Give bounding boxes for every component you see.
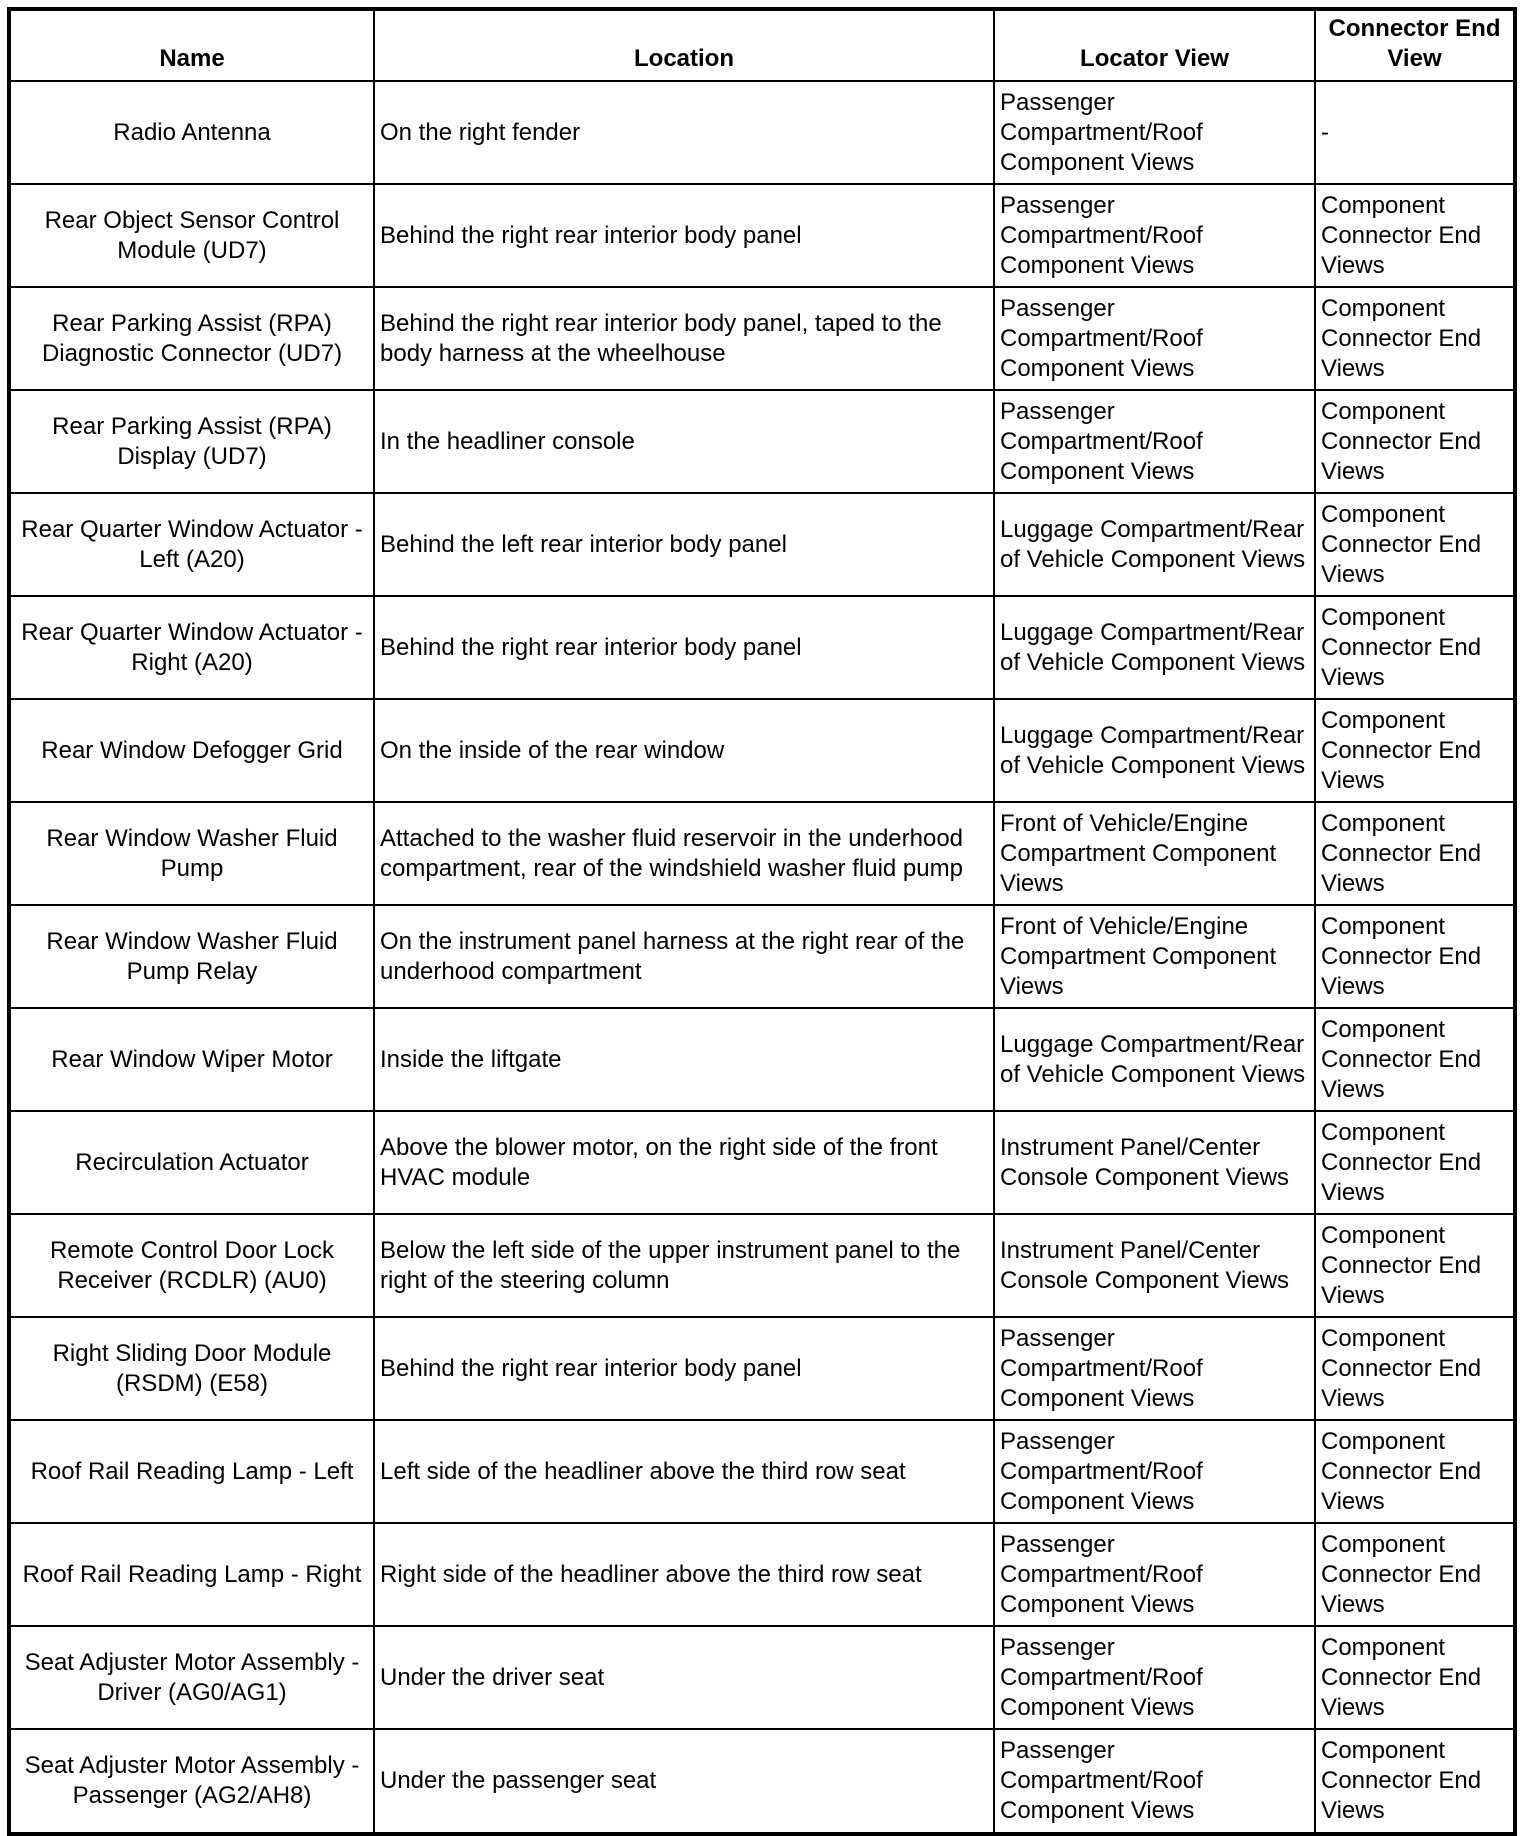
cell-location: On the instrument panel harness at the right rear of the underhood compartment xyxy=(374,905,994,1008)
cell-name: Rear Quarter Window Actuator - Left (A20) xyxy=(9,493,374,596)
table-row xyxy=(9,287,1515,390)
cell-locator-view: Passenger Compartment/Roof Component Views xyxy=(994,390,1315,493)
table-row xyxy=(9,596,1515,699)
cell-location: Right side of the headliner above the third row seat xyxy=(374,1523,994,1626)
table-row xyxy=(9,1729,1515,1834)
table-row xyxy=(9,493,1515,596)
cell-location: Attached to the washer fluid reservoir in the underhood compartment, rear of the windshield washer fluid pump xyxy=(374,802,994,905)
cell-locator-view: Passenger Compartment/Roof Component Views xyxy=(994,184,1315,287)
cell-locator-view: Luggage Compartment/Rear of Vehicle Component Views xyxy=(994,596,1315,699)
cell-location: Above the blower motor, on the right side of the front HVAC module xyxy=(374,1111,994,1214)
table-row xyxy=(9,1626,1515,1729)
cell-connector-end-view: Component Connector End Views xyxy=(1315,1420,1515,1523)
cell-connector-end-view: Component Connector End Views xyxy=(1315,1214,1515,1317)
table-row xyxy=(9,1420,1515,1523)
cell-name: Rear Window Washer Fluid Pump Relay xyxy=(9,905,374,1008)
cell-locator-view: Passenger Compartment/Roof Component Views xyxy=(994,1317,1315,1420)
cell-name: Recirculation Actuator xyxy=(9,1111,374,1214)
cell-connector-end-view: Component Connector End Views xyxy=(1315,1729,1515,1834)
component-locator-table-container xyxy=(7,7,1513,1836)
cell-location: Behind the right rear interior body panel xyxy=(374,184,994,287)
table-row xyxy=(9,905,1515,1008)
cell-locator-view: Front of Vehicle/Engine Compartment Component Views xyxy=(994,905,1315,1008)
cell-location: Under the driver seat xyxy=(374,1626,994,1729)
cell-locator-view: Instrument Panel/Center Console Component Views xyxy=(994,1111,1315,1214)
cell-connector-end-view: Component Connector End Views xyxy=(1315,493,1515,596)
cell-location: Behind the right rear interior body panel, taped to the body harness at the wheelhouse xyxy=(374,287,994,390)
table-row xyxy=(9,1111,1515,1214)
cell-name: Right Sliding Door Module (RSDM) (E58) xyxy=(9,1317,374,1420)
table-row xyxy=(9,81,1515,184)
table-row xyxy=(9,184,1515,287)
table-row xyxy=(9,1523,1515,1626)
cell-connector-end-view: Component Connector End Views xyxy=(1315,596,1515,699)
cell-name: Rear Parking Assist (RPA) Diagnostic Connector (UD7) xyxy=(9,287,374,390)
cell-name: Radio Antenna xyxy=(9,81,374,184)
cell-locator-view: Passenger Compartment/Roof Component Views xyxy=(994,1420,1315,1523)
header-connector-end-view: Connector End View xyxy=(1315,9,1515,81)
table-row xyxy=(9,1214,1515,1317)
cell-name: Roof Rail Reading Lamp - Right xyxy=(9,1523,374,1626)
cell-connector-end-view: Component Connector End Views xyxy=(1315,1008,1515,1111)
cell-connector-end-view: Component Connector End Views xyxy=(1315,1111,1515,1214)
header-name: Name xyxy=(9,9,374,81)
table-header xyxy=(9,9,1515,81)
table-row xyxy=(9,1317,1515,1420)
cell-name: Roof Rail Reading Lamp - Left xyxy=(9,1420,374,1523)
cell-name: Seat Adjuster Motor Assembly - Driver (AG0/AG1) xyxy=(9,1626,374,1729)
cell-locator-view: Passenger Compartment/Roof Component Views xyxy=(994,287,1315,390)
table-body xyxy=(9,81,1515,1834)
cell-name: Rear Window Washer Fluid Pump xyxy=(9,802,374,905)
cell-locator-view: Passenger Compartment/Roof Component Views xyxy=(994,1523,1315,1626)
cell-connector-end-view: - xyxy=(1315,81,1515,184)
cell-connector-end-view: Component Connector End Views xyxy=(1315,287,1515,390)
cell-locator-view: Luggage Compartment/Rear of Vehicle Component Views xyxy=(994,493,1315,596)
header-row xyxy=(9,9,1515,81)
cell-location: On the inside of the rear window xyxy=(374,699,994,802)
cell-locator-view: Passenger Compartment/Roof Component Views xyxy=(994,1626,1315,1729)
table-row xyxy=(9,1008,1515,1111)
cell-location: On the right fender xyxy=(374,81,994,184)
cell-locator-view: Instrument Panel/Center Console Component Views xyxy=(994,1214,1315,1317)
cell-location: Under the passenger seat xyxy=(374,1729,994,1834)
cell-location: Behind the right rear interior body panel xyxy=(374,1317,994,1420)
cell-connector-end-view: Component Connector End Views xyxy=(1315,390,1515,493)
cell-locator-view: Passenger Compartment/Roof Component Views xyxy=(994,81,1315,184)
cell-name: Rear Quarter Window Actuator - Right (A20) xyxy=(9,596,374,699)
cell-name: Rear Window Defogger Grid xyxy=(9,699,374,802)
cell-location: Below the left side of the upper instrument panel to the right of the steering column xyxy=(374,1214,994,1317)
cell-connector-end-view: Component Connector End Views xyxy=(1315,1317,1515,1420)
cell-connector-end-view: Component Connector End Views xyxy=(1315,184,1515,287)
cell-name: Seat Adjuster Motor Assembly - Passenger (AG2/AH8) xyxy=(9,1729,374,1834)
cell-locator-view: Luggage Compartment/Rear of Vehicle Component Views xyxy=(994,1008,1315,1111)
cell-location: Inside the liftgate xyxy=(374,1008,994,1111)
cell-name: Rear Parking Assist (RPA) Display (UD7) xyxy=(9,390,374,493)
component-locator-table xyxy=(7,7,1517,1836)
cell-location: Behind the right rear interior body panel xyxy=(374,596,994,699)
cell-connector-end-view: Component Connector End Views xyxy=(1315,1523,1515,1626)
cell-location: Behind the left rear interior body panel xyxy=(374,493,994,596)
cell-name: Rear Window Wiper Motor xyxy=(9,1008,374,1111)
table-row xyxy=(9,802,1515,905)
header-locator-view: Locator View xyxy=(994,9,1315,81)
cell-connector-end-view: Component Connector End Views xyxy=(1315,699,1515,802)
cell-locator-view: Passenger Compartment/Roof Component Views xyxy=(994,1729,1315,1834)
table-row xyxy=(9,390,1515,493)
cell-location: Left side of the headliner above the third row seat xyxy=(374,1420,994,1523)
table-row xyxy=(9,699,1515,802)
cell-name: Remote Control Door Lock Receiver (RCDLR) (AU0) xyxy=(9,1214,374,1317)
cell-location: In the headliner console xyxy=(374,390,994,493)
cell-locator-view: Front of Vehicle/Engine Compartment Component Views xyxy=(994,802,1315,905)
cell-name: Rear Object Sensor Control Module (UD7) xyxy=(9,184,374,287)
cell-connector-end-view: Component Connector End Views xyxy=(1315,1626,1515,1729)
header-location: Location xyxy=(374,9,994,81)
cell-locator-view: Luggage Compartment/Rear of Vehicle Component Views xyxy=(994,699,1315,802)
cell-connector-end-view: Component Connector End Views xyxy=(1315,905,1515,1008)
cell-connector-end-view: Component Connector End Views xyxy=(1315,802,1515,905)
